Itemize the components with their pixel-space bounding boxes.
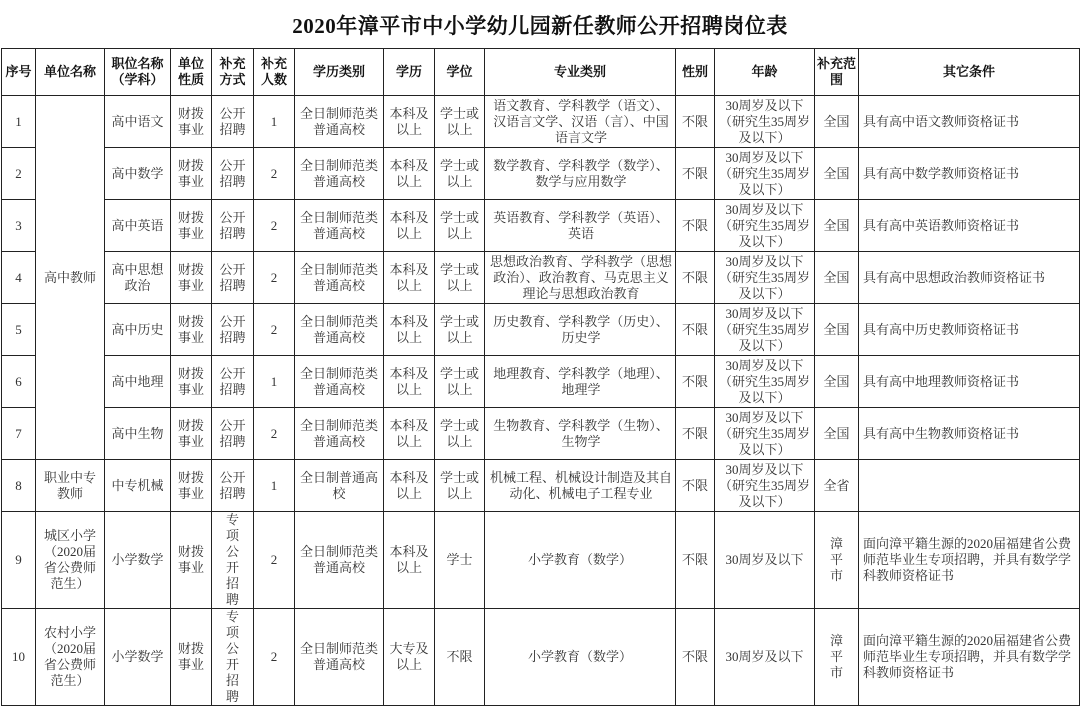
- column-header: 学历类别: [295, 49, 384, 96]
- cell-degree: 学士: [435, 512, 485, 609]
- column-header: 其它条件: [859, 49, 1080, 96]
- column-header: 补充范围: [815, 49, 859, 96]
- cell-gender: 不限: [676, 96, 715, 148]
- cell-method: 公开招聘: [212, 252, 254, 304]
- cell-scope: 全省: [815, 460, 859, 512]
- cell-education: 大专及以上: [384, 609, 435, 706]
- column-header: 补充人数: [254, 49, 295, 96]
- cell-unit: 高中教师: [36, 96, 105, 460]
- cell-gender: 不限: [676, 460, 715, 512]
- table-row: [2, 408, 1080, 460]
- column-header: 单位名称: [36, 49, 105, 96]
- cell-major: 英语教育、学科教学（英语）、英语: [485, 200, 676, 252]
- cell-gender: 不限: [676, 148, 715, 200]
- cell-post: 高中地理: [105, 356, 171, 408]
- cell-degree: 学士或以上: [435, 200, 485, 252]
- cell-education: 本科及以上: [384, 408, 435, 460]
- cell-age: 30周岁及以下（研究生35周岁及以下）: [715, 460, 815, 512]
- cell-edu-type: 全日制师范类普通高校: [295, 200, 384, 252]
- cell-nature: 财拨事业: [171, 460, 212, 512]
- cell-edu-type: 全日制普通高校: [295, 460, 384, 512]
- cell-nature: 财拨事业: [171, 609, 212, 706]
- cell-major: 小学教育（数学）: [485, 609, 676, 706]
- cell-count: 1: [254, 356, 295, 408]
- cell-gender: 不限: [676, 609, 715, 706]
- cell-post: 高中语文: [105, 96, 171, 148]
- cell-other-conditions: 具有高中生物教师资格证书: [859, 408, 1080, 460]
- table-row: [2, 304, 1080, 356]
- column-header: 专业类别: [485, 49, 676, 96]
- column-header: 补充方式: [212, 49, 254, 96]
- cell-count: 2: [254, 200, 295, 252]
- cell-gender: 不限: [676, 304, 715, 356]
- column-header: 序号: [2, 49, 36, 96]
- cell-nature: 财拨事业: [171, 512, 212, 609]
- cell-index: 1: [2, 96, 36, 148]
- cell-count: 2: [254, 148, 295, 200]
- cell-count: 2: [254, 408, 295, 460]
- cell-nature: 财拨事业: [171, 408, 212, 460]
- cell-method: 公开招聘: [212, 304, 254, 356]
- cell-scope: 全国: [815, 408, 859, 460]
- cell-index: 7: [2, 408, 36, 460]
- cell-major: 小学教育（数学）: [485, 512, 676, 609]
- cell-other-conditions: 具有高中语文教师资格证书: [859, 96, 1080, 148]
- cell-other-conditions: 具有高中思想政治教师资格证书: [859, 252, 1080, 304]
- cell-age: 30周岁及以下（研究生35周岁及以下）: [715, 200, 815, 252]
- cell-gender: 不限: [676, 200, 715, 252]
- cell-age: 30周岁及以下（研究生35周岁及以下）: [715, 96, 815, 148]
- cell-post: 小学数学: [105, 609, 171, 706]
- table-row: [2, 252, 1080, 304]
- cell-scope: 全国: [815, 96, 859, 148]
- cell-age: 30周岁及以下（研究生35周岁及以下）: [715, 304, 815, 356]
- cell-index: 2: [2, 148, 36, 200]
- cell-edu-type: 全日制师范类普通高校: [295, 96, 384, 148]
- cell-major: 数学教育、学科教学（数学）、数学与应用数学: [485, 148, 676, 200]
- table-row: [2, 512, 1080, 609]
- column-header: 职位名称（学科）: [105, 49, 171, 96]
- column-header: 年龄: [715, 49, 815, 96]
- cell-method: 专项公开招聘: [212, 512, 254, 609]
- cell-nature: 财拨事业: [171, 252, 212, 304]
- cell-other-conditions: 具有高中数学教师资格证书: [859, 148, 1080, 200]
- cell-scope: 全国: [815, 148, 859, 200]
- cell-education: 本科及以上: [384, 460, 435, 512]
- cell-degree: 学士或以上: [435, 304, 485, 356]
- cell-post: 小学数学: [105, 512, 171, 609]
- cell-gender: 不限: [676, 512, 715, 609]
- header-row: [2, 49, 1080, 96]
- cell-degree: 学士或以上: [435, 460, 485, 512]
- cell-edu-type: 全日制师范类普通高校: [295, 148, 384, 200]
- cell-post: 中专机械: [105, 460, 171, 512]
- cell-count: 1: [254, 96, 295, 148]
- cell-gender: 不限: [676, 408, 715, 460]
- cell-age: 30周岁及以下（研究生35周岁及以下）: [715, 148, 815, 200]
- cell-gender: 不限: [676, 252, 715, 304]
- cell-other-conditions: 面向漳平籍生源的2020届福建省公费师范毕业生专项招聘，并具有数学学科教师资格证书: [859, 512, 1080, 609]
- cell-count: 1: [254, 460, 295, 512]
- cell-method: 专项公开招聘: [212, 609, 254, 706]
- cell-gender: 不限: [676, 356, 715, 408]
- cell-degree: 不限: [435, 609, 485, 706]
- column-header: 性别: [676, 49, 715, 96]
- cell-edu-type: 全日制师范类普通高校: [295, 356, 384, 408]
- cell-education: 本科及以上: [384, 148, 435, 200]
- cell-major: 生物教育、学科教学（生物）、生物学: [485, 408, 676, 460]
- cell-major: 语文教育、学科教学（语文）、汉语言文学、汉语（言）、中国语言文学: [485, 96, 676, 148]
- cell-edu-type: 全日制师范类普通高校: [295, 609, 384, 706]
- table-row: [2, 460, 1080, 512]
- cell-age: 30周岁及以下（研究生35周岁及以下）: [715, 252, 815, 304]
- cell-scope: 漳平市: [815, 609, 859, 706]
- cell-index: 3: [2, 200, 36, 252]
- cell-method: 公开招聘: [212, 200, 254, 252]
- cell-scope: 漳平市: [815, 512, 859, 609]
- cell-count: 2: [254, 304, 295, 356]
- cell-index: 6: [2, 356, 36, 408]
- cell-other-conditions: 具有高中历史教师资格证书: [859, 304, 1080, 356]
- cell-post: 高中英语: [105, 200, 171, 252]
- cell-degree: 学士或以上: [435, 96, 485, 148]
- cell-index: 9: [2, 512, 36, 609]
- cell-post: 高中生物: [105, 408, 171, 460]
- cell-degree: 学士或以上: [435, 408, 485, 460]
- cell-nature: 财拨事业: [171, 200, 212, 252]
- table-row: [2, 96, 1080, 148]
- cell-degree: 学士或以上: [435, 356, 485, 408]
- cell-count: 2: [254, 512, 295, 609]
- cell-index: 8: [2, 460, 36, 512]
- cell-age: 30周岁及以下（研究生35周岁及以下）: [715, 356, 815, 408]
- cell-count: 2: [254, 609, 295, 706]
- cell-post: 高中历史: [105, 304, 171, 356]
- cell-unit: 职业中专教师: [36, 460, 105, 512]
- cell-education: 本科及以上: [384, 356, 435, 408]
- cell-scope: 全国: [815, 356, 859, 408]
- cell-count: 2: [254, 252, 295, 304]
- cell-education: 本科及以上: [384, 304, 435, 356]
- cell-other-conditions: 具有高中地理教师资格证书: [859, 356, 1080, 408]
- table-row: [2, 148, 1080, 200]
- column-header: 学位: [435, 49, 485, 96]
- cell-degree: 学士或以上: [435, 148, 485, 200]
- page-title: 2020年漳平市中小学幼儿园新任教师公开招聘岗位表: [292, 14, 788, 38]
- cell-other-conditions: 具有高中英语教师资格证书: [859, 200, 1080, 252]
- cell-nature: 财拨事业: [171, 304, 212, 356]
- cell-index: 5: [2, 304, 36, 356]
- positions-table: [1, 48, 1080, 706]
- cell-major: 地理教育、学科教学（地理）、地理学: [485, 356, 676, 408]
- cell-post: 高中数学: [105, 148, 171, 200]
- cell-age: 30周岁及以下: [715, 609, 815, 706]
- cell-index: 10: [2, 609, 36, 706]
- cell-method: 公开招聘: [212, 408, 254, 460]
- cell-education: 本科及以上: [384, 96, 435, 148]
- cell-edu-type: 全日制师范类普通高校: [295, 252, 384, 304]
- cell-scope: 全国: [815, 252, 859, 304]
- cell-other-conditions: 面向漳平籍生源的2020届福建省公费师范毕业生专项招聘，并具有数学学科教师资格证书: [859, 609, 1080, 706]
- cell-edu-type: 全日制师范类普通高校: [295, 304, 384, 356]
- cell-nature: 财拨事业: [171, 96, 212, 148]
- cell-edu-type: 全日制师范类普通高校: [295, 512, 384, 609]
- table-row: [2, 356, 1080, 408]
- cell-nature: 财拨事业: [171, 148, 212, 200]
- column-header: 单位性质: [171, 49, 212, 96]
- cell-method: 公开招聘: [212, 356, 254, 408]
- cell-index: 4: [2, 252, 36, 304]
- cell-major: 机械工程、机械设计制造及其自动化、机械电子工程专业: [485, 460, 676, 512]
- cell-method: 公开招聘: [212, 96, 254, 148]
- cell-education: 本科及以上: [384, 252, 435, 304]
- cell-major: 历史教育、学科教学（历史）、历史学: [485, 304, 676, 356]
- cell-education: 本科及以上: [384, 200, 435, 252]
- cell-method: 公开招聘: [212, 460, 254, 512]
- cell-method: 公开招聘: [212, 148, 254, 200]
- cell-post: 高中思想政治: [105, 252, 171, 304]
- column-header: 学历: [384, 49, 435, 96]
- cell-education: 本科及以上: [384, 512, 435, 609]
- cell-unit: 农村小学（2020届省公费师范生）: [36, 609, 105, 706]
- cell-scope: 全国: [815, 200, 859, 252]
- cell-nature: 财拨事业: [171, 356, 212, 408]
- table-row: [2, 200, 1080, 252]
- cell-age: 30周岁及以下: [715, 512, 815, 609]
- cell-scope: 全国: [815, 304, 859, 356]
- table-row: [2, 609, 1080, 706]
- cell-major: 思想政治教育、学科教学（思想政治）、政治教育、马克思主义理论与思想政治教育: [485, 252, 676, 304]
- cell-unit: 城区小学（2020届省公费师范生）: [36, 512, 105, 609]
- cell-other-conditions: [859, 460, 1080, 512]
- cell-age: 30周岁及以下（研究生35周岁及以下）: [715, 408, 815, 460]
- cell-edu-type: 全日制师范类普通高校: [295, 408, 384, 460]
- cell-degree: 学士或以上: [435, 252, 485, 304]
